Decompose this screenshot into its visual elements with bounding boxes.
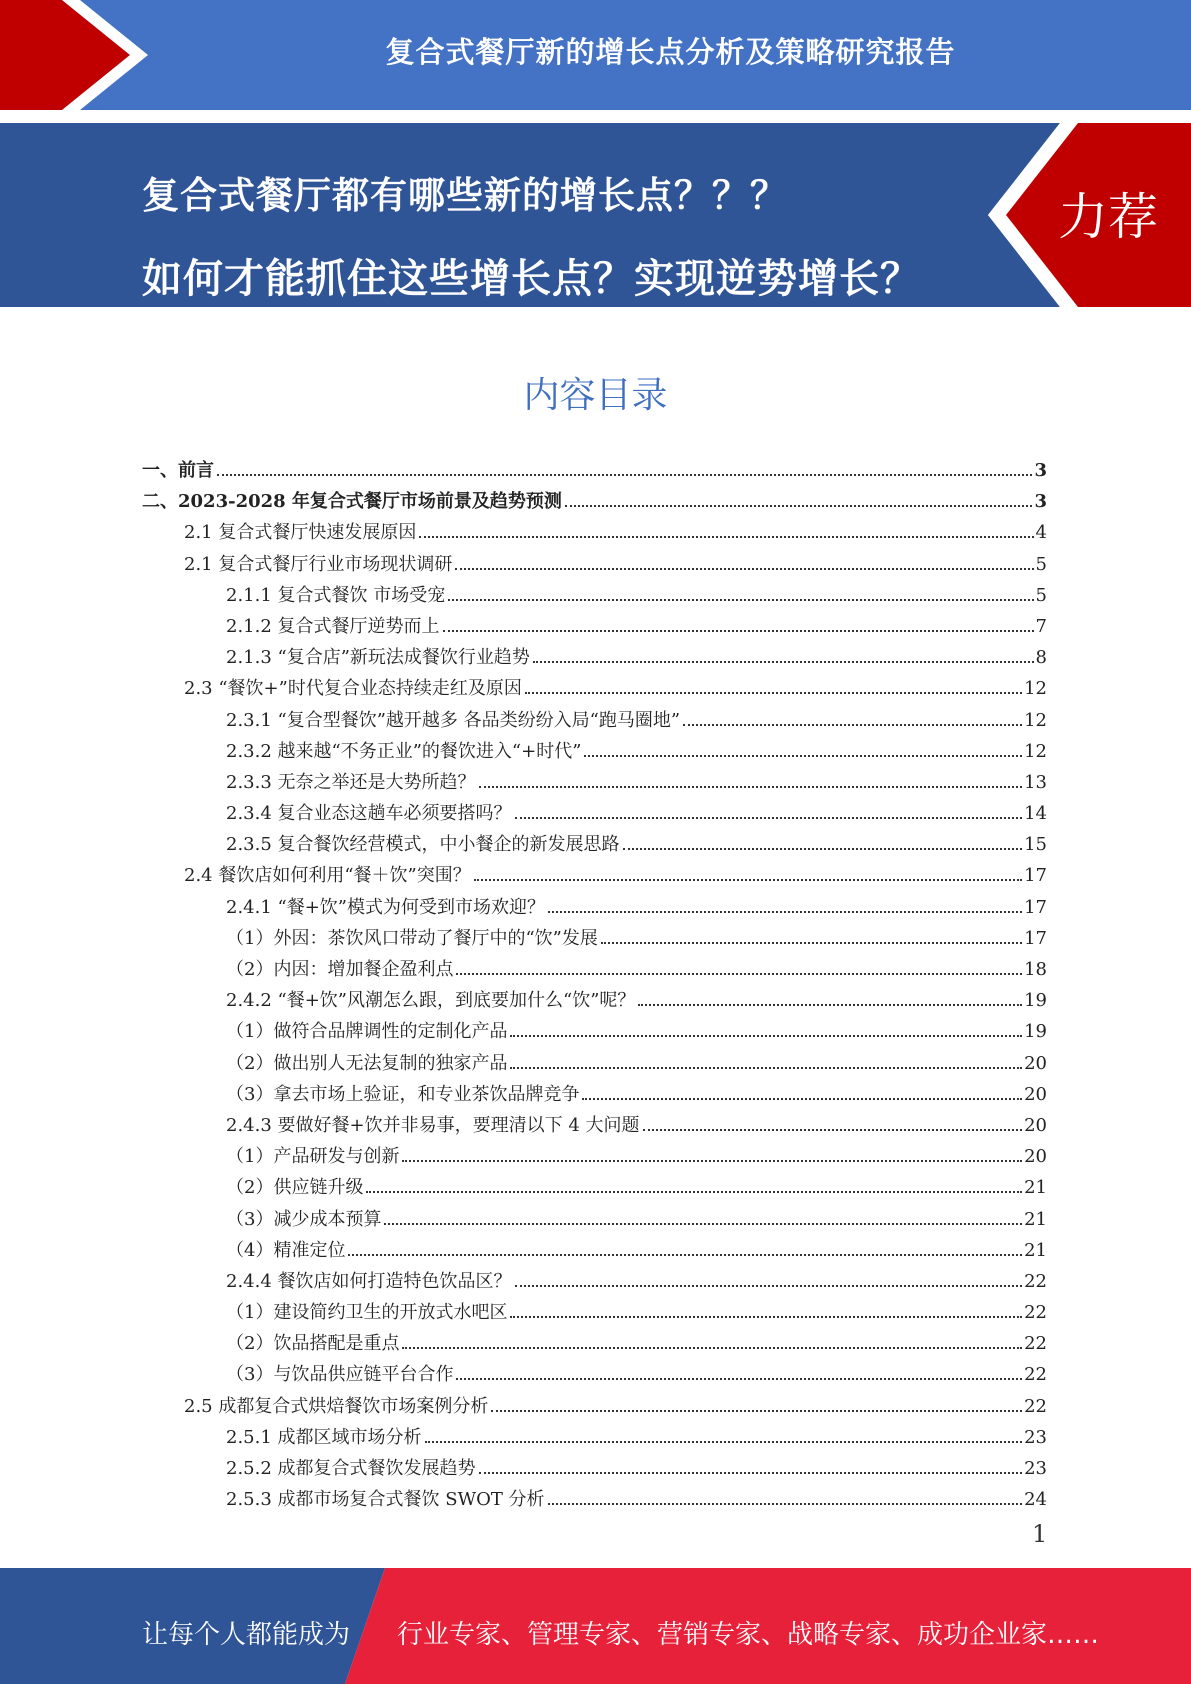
toc-entry[interactable] — [142, 893, 1047, 924]
toc-entry-label: 2.3 “餐饮+”时代复合业态持续走红及原因 — [184, 678, 522, 700]
toc-entry-page: 19 — [1024, 1021, 1047, 1043]
toc-entry-page: 3 — [1034, 491, 1047, 513]
toc-entry[interactable] — [142, 861, 1047, 892]
toc-entry-page: 3 — [1034, 460, 1047, 481]
toc-entry-page: 5 — [1035, 584, 1047, 606]
toc-entry-page: 12 — [1024, 678, 1047, 700]
toc-leader-dots — [525, 692, 1022, 694]
toc-entry-label: 2.3.1 “复合型餐饮”越开越多 各品类纷纷入局“跑马圈地” — [226, 709, 681, 731]
toc-entry[interactable] — [142, 1392, 1047, 1423]
top-banner — [0, 0, 1191, 110]
toc-entry-page: 22 — [1024, 1333, 1047, 1355]
toc-entry-page: 14 — [1024, 803, 1047, 825]
toc-leader-dots — [548, 1503, 1023, 1505]
toc-entry[interactable] — [142, 955, 1047, 986]
toc-entry-page: 13 — [1024, 771, 1047, 793]
recommend-badge: 力荐 — [1058, 188, 1158, 246]
footer-slogan-left: 让每个人都能成为 — [142, 1620, 351, 1650]
toc-entry-page: 22 — [1024, 1364, 1047, 1386]
toc-entry-label: 2.4 餐饮店如何利用“餐＋饮”突围？ — [184, 865, 471, 887]
toc-leader-dots — [623, 848, 1023, 850]
toc-entry[interactable] — [142, 1173, 1047, 1204]
toc-entry[interactable] — [142, 706, 1047, 737]
toc-entry-label: 二、2023-2028 年复合式餐厅市场前景及趋势预测 — [142, 491, 562, 513]
toc-leader-dots — [402, 1347, 1022, 1349]
toc-entry-label: （2）供应链升级 — [226, 1177, 364, 1199]
toc-entry-label: 2.4.2 “餐+饮”风潮怎么跟，到底要加什么“饮”呢？ — [226, 990, 636, 1012]
toc-leader-dots — [348, 1254, 1022, 1256]
toc-leader-dots — [643, 1129, 1023, 1131]
toc-entry-label: （3）与饮品供应链平台合作 — [226, 1364, 454, 1386]
toc-entry[interactable] — [142, 1360, 1047, 1391]
toc-entry-label: （1）建设简约卫生的开放式水吧区 — [226, 1302, 508, 1324]
toc-leader-dots — [515, 1285, 1023, 1287]
toc-entry-page: 22 — [1024, 1302, 1047, 1324]
toc-entry-page: 20 — [1024, 1146, 1047, 1168]
toc-entry-label: （2）饮品搭配是重点 — [226, 1333, 400, 1355]
toc-entry[interactable] — [142, 737, 1047, 768]
toc-leader-dots — [384, 1223, 1022, 1225]
toc-entry[interactable] — [142, 1142, 1047, 1173]
toc-entry[interactable] — [142, 581, 1047, 612]
toc-entry[interactable] — [142, 550, 1047, 581]
hero-banner — [0, 123, 1191, 307]
toc-entry[interactable] — [142, 1485, 1047, 1516]
toc-entry-label: （1）外因：茶饮风口带动了餐厅中的“饮”发展 — [226, 927, 598, 949]
toc-entry-page: 19 — [1024, 990, 1047, 1012]
toc-leader-dots — [548, 911, 1022, 913]
toc-entry[interactable] — [142, 487, 1047, 518]
toc-leader-dots — [217, 474, 1032, 476]
toc-leader-dots — [479, 1472, 1023, 1474]
toc-entry-label: （2）内因：增加餐企盈利点 — [226, 959, 454, 980]
hero-question-2: 如何才能抓住这些增长点？实现逆势增长？ — [142, 256, 921, 302]
toc-entry[interactable] — [142, 1329, 1047, 1360]
toc-leader-dots — [402, 1160, 1022, 1162]
toc-entry-label: 2.1 复合式餐厅快速发展原因 — [184, 522, 417, 544]
toc-entry-label: （1）产品研发与创新 — [226, 1146, 400, 1168]
toc-leader-dots — [419, 536, 1033, 538]
toc-entry[interactable] — [142, 768, 1047, 799]
toc-entry-label: （3）拿去市场上验证，和专业茶饮品牌竞争 — [226, 1083, 580, 1105]
toc-entry-page: 20 — [1024, 1114, 1047, 1136]
toc-entry[interactable] — [142, 456, 1047, 487]
toc-entry-label: 2.3.2 越来越“不务正业”的餐饮进入“+时代” — [226, 740, 582, 762]
toc-entry-page: 12 — [1024, 709, 1047, 731]
toc-entry-label: （3）减少成本预算 — [226, 1208, 382, 1230]
toc-entry-page: 20 — [1024, 1052, 1047, 1074]
toc-entry[interactable] — [142, 1080, 1047, 1111]
toc-entry-page: 15 — [1024, 834, 1047, 856]
toc-entry-label: （2）做出别人无法复制的独家产品 — [226, 1052, 508, 1074]
toc-leader-dots — [601, 942, 1022, 944]
toc-entry[interactable] — [142, 612, 1047, 643]
toc-entry-page: 22 — [1024, 1395, 1047, 1417]
toc-entry[interactable] — [142, 518, 1047, 549]
toc-title: 内容目录 — [523, 375, 668, 416]
toc-entry-label: 2.5.1 成都区域市场分析 — [226, 1426, 422, 1448]
toc-entry[interactable] — [142, 643, 1047, 674]
toc-leader-dots — [638, 1004, 1022, 1006]
toc-entry-label: （1）做符合品牌调性的定制化产品 — [226, 1021, 508, 1043]
toc-entry-page: 12 — [1024, 740, 1047, 762]
toc-entry[interactable] — [142, 986, 1047, 1017]
toc-entry-page: 20 — [1024, 1083, 1047, 1105]
toc-entry[interactable] — [142, 1017, 1047, 1048]
toc-entry-page: 18 — [1024, 959, 1047, 980]
toc-leader-dots — [683, 724, 1022, 726]
hero-question-1: 复合式餐厅都有哪些新的增长点？？？ — [142, 174, 788, 217]
toc-leader-dots — [366, 1191, 1022, 1193]
toc-entry-label: 2.5.3 成都市场复合式餐饮 SWOT 分析 — [226, 1489, 545, 1511]
toc-entry-label: 2.3.5 复合餐饮经营模式，中小餐企的新发展思路 — [226, 834, 620, 856]
footer-banner — [0, 1568, 1191, 1684]
toc-leader-dots — [455, 568, 1033, 570]
toc-entry-page: 5 — [1035, 553, 1047, 575]
toc-entry-label: 2.1.3 “复合店”新玩法成餐饮行业趋势 — [226, 647, 530, 669]
toc-leader-dots — [443, 630, 1034, 632]
toc-leader-dots — [510, 1316, 1022, 1318]
report-title: 复合式餐厅新的增长点分析及策略研究报告 — [385, 35, 956, 69]
toc-entry[interactable] — [142, 1267, 1047, 1298]
toc-leader-dots — [510, 1035, 1022, 1037]
toc-entry[interactable] — [142, 1049, 1047, 1080]
toc-entry-label: （4）精准定位 — [226, 1239, 346, 1261]
toc-leader-dots — [456, 973, 1022, 975]
toc-entry-page: 21 — [1024, 1239, 1047, 1261]
toc-entry[interactable] — [142, 1423, 1047, 1454]
toc-entry-label: 2.1.1 复合式餐饮 市场受宠 — [226, 584, 446, 606]
toc-entry-page: 17 — [1024, 927, 1047, 949]
toc-entry[interactable] — [142, 674, 1047, 705]
toc-entry[interactable] — [142, 1111, 1047, 1142]
toc-entry[interactable] — [142, 1205, 1047, 1236]
toc-entry[interactable] — [142, 1454, 1047, 1485]
toc-entry-label: 2.5.2 成都复合式餐饮发展趋势 — [226, 1458, 476, 1479]
toc-leader-dots — [479, 786, 1023, 788]
toc-entry-label: 2.4.1 “餐+饮”模式为何受到市场欢迎？ — [226, 896, 546, 918]
toc-entry-page: 23 — [1024, 1458, 1047, 1479]
toc-leader-dots — [565, 505, 1033, 507]
table-of-contents — [142, 456, 1047, 1516]
footer-slogan-right: 行业专家、管理专家、营销专家、战略专家、成功企业家…… — [397, 1620, 1100, 1650]
toc-entry-label: 2.4.3 要做好餐+饮并非易事，要理清以下 4 大问题 — [226, 1114, 640, 1136]
toc-entry-label: 2.3.3 无奈之举还是大势所趋？ — [226, 771, 476, 793]
toc-entry-label: 2.4.4 餐饮店如何打造特色饮品区？ — [226, 1270, 512, 1292]
toc-leader-dots — [448, 599, 1033, 601]
toc-leader-dots — [474, 879, 1022, 881]
toc-leader-dots — [582, 1098, 1022, 1100]
toc-entry-page: 7 — [1035, 615, 1047, 637]
toc-entry[interactable] — [142, 830, 1047, 861]
toc-leader-dots — [510, 1067, 1022, 1069]
toc-leader-dots — [515, 817, 1023, 819]
toc-entry-page: 17 — [1024, 865, 1047, 887]
toc-entry[interactable] — [142, 1236, 1047, 1267]
toc-entry[interactable] — [142, 799, 1047, 830]
toc-entry-page: 21 — [1024, 1177, 1047, 1199]
toc-entry-label: 2.3.4 复合业态这趟车必须要搭吗？ — [226, 803, 512, 825]
toc-entry-page: 23 — [1024, 1426, 1047, 1448]
toc-entry-page: 17 — [1024, 896, 1047, 918]
toc-entry[interactable] — [142, 924, 1047, 955]
page-number: 1 — [1032, 1520, 1048, 1548]
toc-entry[interactable] — [142, 1298, 1047, 1329]
toc-entry-page: 22 — [1024, 1270, 1047, 1292]
toc-entry-label: 2.5 成都复合式烘焙餐饮市场案例分析 — [184, 1395, 489, 1417]
toc-entry-page: 8 — [1035, 647, 1047, 669]
toc-leader-dots — [584, 755, 1022, 757]
toc-entry-label: 2.1 复合式餐厅行业市场现状调研 — [184, 553, 453, 575]
toc-entry-page: 21 — [1024, 1208, 1047, 1230]
toc-entry-page: 4 — [1035, 522, 1047, 544]
toc-entry-page: 24 — [1024, 1489, 1047, 1511]
toc-leader-dots — [425, 1441, 1023, 1443]
toc-leader-dots — [491, 1410, 1022, 1412]
toc-entry-label: 一、前言 — [142, 460, 214, 481]
toc-leader-dots — [533, 661, 1034, 663]
toc-entry-label: 2.1.2 复合式餐厅逆势而上 — [226, 615, 440, 637]
toc-leader-dots — [456, 1378, 1022, 1380]
